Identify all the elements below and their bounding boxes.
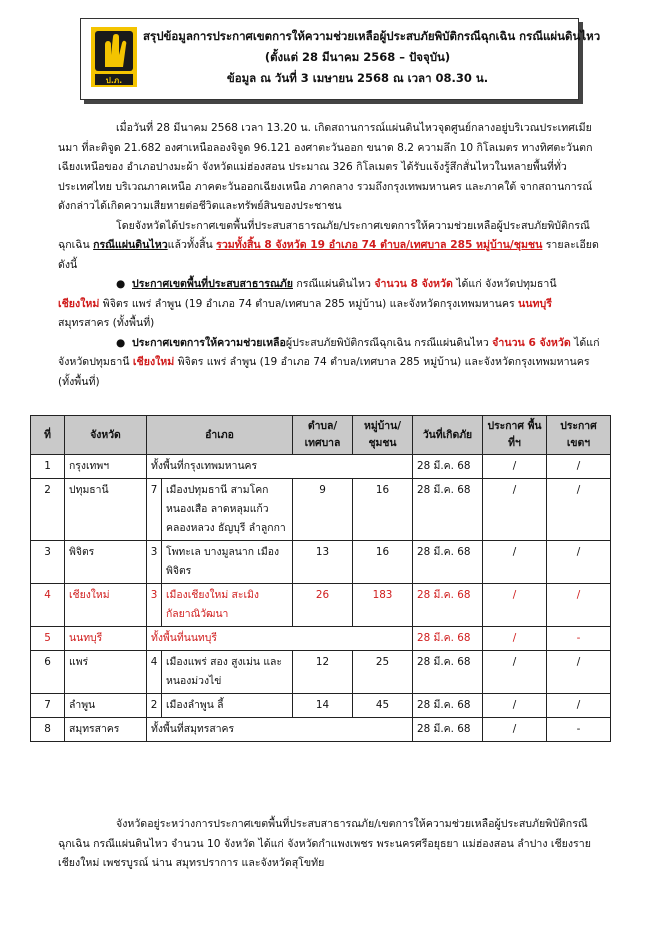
village-count: 16 (353, 479, 413, 541)
tambon-count: 12 (293, 651, 353, 694)
incident-date: 28 มี.ค. 68 (413, 584, 483, 627)
zone-declared-mark: / (547, 584, 611, 627)
bullet1-title: ประกาศเขตพื้นที่ประสบสาธารณภัย (132, 278, 293, 290)
district-count: 4 (147, 651, 162, 693)
province-cell: เชียงใหม่ (65, 584, 147, 627)
col-header: ประกาศ พื้นที่ฯ (483, 416, 547, 455)
district-names: โพทะเล บางมูลนาก เมืองพิจิตร (166, 546, 280, 577)
village-count: 183 (353, 584, 413, 627)
province-cell: นนทบุรี (65, 627, 147, 651)
summary-total: รวมทั้งสิ้น 8 จังหวัด 19 อำเภอ 74 ตำบล/เทศบาล 285 หมู่บ้าน/ชุมชน (216, 239, 543, 251)
bullet2-text: พิจิตร แพร่ ลำพูน (19 อำเภอ 74 ตำบล/เทศบาล 285 หมู่บ้าน) และจังหวัดกรุงเทพมหานคร (ทั้งพื้นที่) (58, 356, 590, 388)
col-header: วันที่เกิดภัย (413, 416, 483, 455)
table-row (31, 718, 611, 742)
zone-declared-mark: - (547, 718, 611, 742)
col-header: จังหวัด (65, 416, 147, 455)
district-cell (147, 651, 293, 694)
district-cell: ทั้งพื้นที่กรุงเทพมหานคร (147, 455, 413, 479)
tambon-count: 13 (293, 541, 353, 584)
bullet1-text: พิจิตร แพร่ ลำพูน (19 อำเภอ 74 ตำบล/เทศบาล 285 หมู่บ้าน) และจังหวัดกรุงเทพมหานคร (99, 297, 519, 310)
district-count: 3 (147, 584, 162, 626)
incident-date: 28 มี.ค. 68 (413, 651, 483, 694)
district-names: เมืองแพร่ สอง สูงเม่น และหนองม่วงไข่ (166, 656, 282, 687)
district-count: 7 (147, 479, 162, 540)
table-body (31, 455, 611, 742)
area-declared-mark: / (483, 479, 547, 541)
province-cell: ลำพูน (65, 694, 147, 718)
table-row (31, 627, 611, 651)
row-number: 3 (31, 541, 65, 584)
report-period: (ตั้งแต่ 28 มีนาคม 2568 – ปัจจุบัน) (264, 50, 451, 64)
bullet-emergency-zone (58, 334, 601, 393)
district-names: เมืองปทุมธานี สามโคก หนองเสือ ลาดหลุมแก้ว คลองหลวง ธัญบุรี ลำลูกกา (166, 484, 286, 534)
zone-declared-mark: / (547, 541, 611, 584)
row-number: 5 (31, 627, 65, 651)
dpm-logo-icon (91, 27, 137, 87)
data-as-of: ข้อมูล ณ วันที่ 3 เมษายน 2568 ณ เวลา 08.30 น. (226, 71, 489, 85)
bullet2-count: จำนวน 6 จังหวัด (492, 336, 571, 349)
district-count: 3 (147, 541, 162, 583)
district-names: เมืองลำพูน ลี้ (166, 699, 224, 711)
col-header: อำเภอ (147, 416, 293, 455)
table-header-row (31, 416, 611, 455)
bullet1-province-red: เชียงใหม่ (58, 297, 100, 310)
area-declared-mark: / (483, 651, 547, 694)
bullet1-count: จำนวน 8 จังหวัด (374, 278, 453, 290)
tambon-count: 9 (293, 479, 353, 541)
bullet2-text: ผู้ประสบภัยพิบัติกรณีฉุกเฉิน กรณีแผ่นดินไหว (285, 336, 493, 349)
col-header: ที่ (31, 416, 65, 455)
district-cell (147, 584, 293, 627)
area-declared-mark: / (483, 627, 547, 651)
incident-date: 28 มี.ค. 68 (413, 479, 483, 541)
zone-declared-mark: / (547, 651, 611, 694)
pending-provinces-text: จังหวัดอยู่ระหว่างการประกาศเขตพื้นที่ประสบสาธารณภัย/เขตการให้ความช่วยเหลือผู้ประสบภัยพิบัติกรณีฉุกเฉิน กรณีแผ่นดินไหว จำนวน 10 จังหวัด ได้แก่ จังหวัดกำแพงเพชร พระนครศรีอยุธยา แม่ฮ่องสอน ลำปาง เชียงราย เชียงใหม่ เพชรบูรณ์ น่าน สมุทรปราการ และจังหวัดสุโขทัย (58, 818, 591, 869)
intro-text: เมื่อวันที่ 28 มีนาคม 2568 เวลา 13.20 น. เกิดสถานการณ์แผ่นดินไหวจุดศูนย์กลางอยู่บริเวณประเทศเมียนมา ที่ละติจูด 21.682 องศาเหนือลองจิจูด 96.121 องศาตะวันออก ขนาด 8.2 ความลึก 10 กิโลเมตร ทางทิศตะวันตกเฉียงเหนือของ อำเภอปางมะผ้า จังหวัดแม่ฮ่องสอน ประมาณ 326 กิโลเมตร ได้รับแจ้งรู้สึกสั่นไหวในหลายพื้นที่ทั่วประเทศไทย บริเวณภาคเหนือ ภาคตะวันออกเฉียงเหนือ ภาคกลาง รวมถึงกรุงเทพมหานคร และภาคใต้ จากสถานการณ์ดังกล่าวได้เกิดความเสียหายต่อชีวิตและทรัพย์สินของประชาชน (58, 122, 593, 212)
district-names: เมืองเชียงใหม่ สะเมิง กัลยาณิวัฒนา (166, 589, 259, 620)
area-declared-mark: / (483, 694, 547, 718)
zone-declared-mark: - (547, 627, 611, 651)
footer-paragraph (58, 815, 601, 874)
incident-date: 28 มี.ค. 68 (413, 718, 483, 742)
province-cell: พิจิตร (65, 541, 147, 584)
province-cell: สมุทรสาคร (65, 718, 147, 742)
bullet2-text: ได้แก่ จังหวัดปทุมธานี (58, 336, 600, 368)
district-cell (147, 694, 293, 718)
area-declared-mark: / (483, 584, 547, 627)
bullet1-text: สมุทรสาคร (ทั้งพื้นที่) (58, 317, 155, 329)
report-header (80, 18, 601, 100)
summary-text (58, 217, 601, 276)
summary-case: กรณีแผ่นดินไหว (93, 239, 168, 251)
bullet1-text: กรณีแผ่นดินไหว (292, 278, 375, 290)
col-header: ตำบล/ เทศบาล (293, 416, 353, 455)
province-cell: ปทุมธานี (65, 479, 147, 541)
summary-pre: โดยจังหวัดได้ประกาศเขตพื้นที่ประสบสาธารณภัย/ประกาศเขตการให้ความช่วยเหลือผู้ประสบภัยพิบัติกรณีฉุกเฉิน (58, 219, 590, 251)
header-text (143, 26, 601, 89)
incident-date: 28 มี.ค. 68 (413, 455, 483, 479)
bullet2-title: ประกาศเขตการให้ความช่วยเหลือ (132, 336, 286, 349)
declaration-table (30, 415, 611, 742)
col-header: หมู่บ้าน/ ชุมชน (353, 416, 413, 455)
incident-date: 28 มี.ค. 68 (413, 694, 483, 718)
row-number: 6 (31, 651, 65, 694)
district-cell: ทั้งพื้นที่นนทบุรี (147, 627, 413, 651)
row-number: 7 (31, 694, 65, 718)
table-row (31, 694, 611, 718)
summary-post: รายละเอียดดังนี้ (58, 239, 599, 271)
row-number: 4 (31, 584, 65, 627)
tambon-count: 26 (293, 584, 353, 627)
bullet-icon: ● (116, 336, 126, 349)
bullet2-province-red: เชียงใหม่ (132, 356, 175, 368)
row-number: 8 (31, 718, 65, 742)
province-cell: แพร่ (65, 651, 147, 694)
district-cell: ทั้งพื้นที่สมุทรสาคร (147, 718, 413, 742)
summary-mid: แล้วทั้งสิ้น (167, 239, 217, 251)
zone-declared-mark: / (547, 694, 611, 718)
zone-declared-mark: / (547, 455, 611, 479)
area-declared-mark: / (483, 718, 547, 742)
table-row (31, 541, 611, 584)
incident-date: 28 มี.ค. 68 (413, 627, 483, 651)
row-number: 1 (31, 455, 65, 479)
bullet-icon: ● (116, 278, 126, 290)
tambon-count: 14 (293, 694, 353, 718)
province-cell: กรุงเทพฯ (65, 455, 147, 479)
table-row (31, 651, 611, 694)
report-title: สรุปข้อมูลการประกาศเขตการให้ความช่วยเหลือผู้ประสบภัยพิบัติกรณีฉุกเฉิน กรณีแผ่นดินไหว (143, 29, 601, 43)
bullet1-text: ได้แก่ จังหวัดปทุมธานี (452, 278, 557, 290)
area-declared-mark: / (483, 541, 547, 584)
bullet1-province-red: นนทบุรี (518, 297, 552, 310)
incident-date: 28 มี.ค. 68 (413, 541, 483, 584)
table-row (31, 479, 611, 541)
area-declared-mark: / (483, 455, 547, 479)
village-count: 25 (353, 651, 413, 694)
village-count: 45 (353, 694, 413, 718)
intro-paragraph (58, 119, 601, 392)
district-cell (147, 479, 293, 541)
table-row (31, 584, 611, 627)
district-cell (147, 541, 293, 584)
bullet-public-disaster (58, 275, 601, 334)
zone-declared-mark: / (547, 479, 611, 541)
svg-text:ป.ภ.: ป.ภ. (105, 76, 123, 85)
table-row (31, 455, 611, 479)
col-header: ประกาศ เขตฯ (547, 416, 611, 455)
village-count: 16 (353, 541, 413, 584)
row-number: 2 (31, 479, 65, 541)
district-count: 2 (147, 694, 162, 717)
